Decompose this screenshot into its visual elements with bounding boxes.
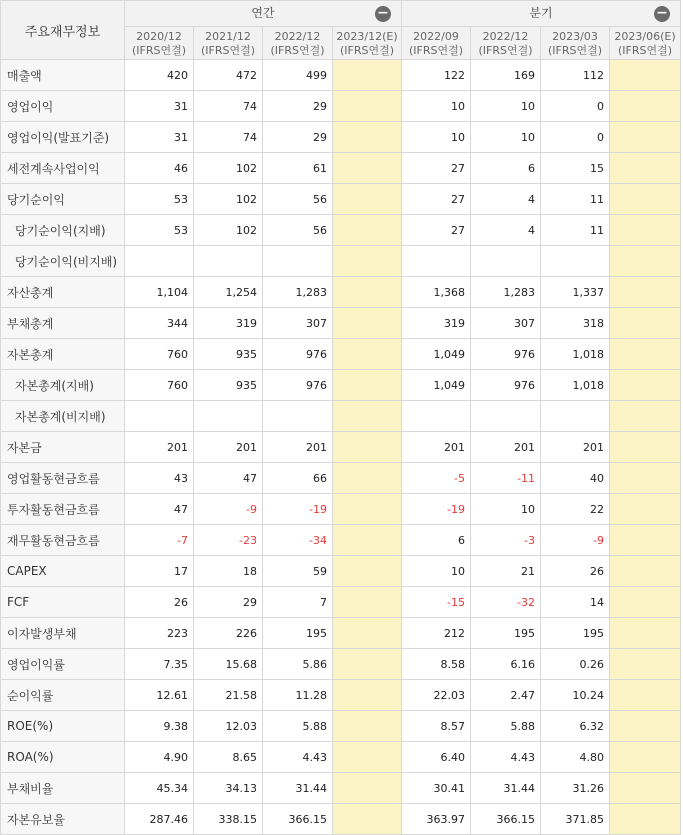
table-cell: 4.90: [125, 742, 194, 773]
table-cell: [333, 494, 402, 525]
column-basis: (IFRS연결): [478, 43, 533, 57]
table-cell: 319: [402, 308, 471, 339]
table-cell: 0: [541, 122, 610, 153]
table-cell: 12.03: [194, 711, 263, 742]
table-cell: [610, 525, 681, 556]
table-cell: 420: [125, 60, 194, 91]
table-row: [1, 60, 681, 91]
table-row: [1, 742, 681, 773]
table-cell: 26: [541, 556, 610, 587]
table-cell: 195: [263, 618, 333, 649]
row-label: 영업이익률: [1, 649, 125, 680]
table-row: [1, 184, 681, 215]
row-label: 자본총계(지배): [1, 370, 125, 401]
table-row: [1, 308, 681, 339]
table-cell: 10: [402, 91, 471, 122]
column-basis: (IFRS연결): [270, 43, 325, 57]
table-cell: 1,049: [402, 339, 471, 370]
table-cell: 201: [263, 432, 333, 463]
table-cell: -3: [471, 525, 541, 556]
column-period: 2022/12: [274, 29, 321, 43]
table-cell: 935: [194, 370, 263, 401]
table-cell: 976: [263, 370, 333, 401]
table-cell: [610, 215, 681, 246]
column-header: [333, 27, 402, 60]
table-cell: [471, 246, 541, 277]
table-cell: [125, 401, 194, 432]
table-cell: [333, 401, 402, 432]
table-cell: 5.86: [263, 649, 333, 680]
table-row: [1, 215, 681, 246]
column-basis: (IFRS연결): [200, 43, 256, 57]
annual-group-label: 연간: [251, 6, 275, 20]
row-label: 자본총계(비지배): [1, 401, 125, 432]
table-cell: 201: [194, 432, 263, 463]
table-cell: [610, 804, 681, 835]
table-cell: 976: [263, 339, 333, 370]
row-label: FCF: [1, 587, 125, 618]
table-cell: 195: [541, 618, 610, 649]
table-cell: 43: [125, 463, 194, 494]
table-cell: [333, 277, 402, 308]
table-cell: [333, 649, 402, 680]
table-cell: [263, 401, 333, 432]
column-period: 2021/12: [205, 29, 251, 43]
table-cell: [125, 246, 194, 277]
table-cell: 1,049: [402, 370, 471, 401]
table-cell: 4.80: [541, 742, 610, 773]
row-label: 영업이익: [1, 91, 125, 122]
table-row: [1, 494, 681, 525]
table-cell: 760: [125, 370, 194, 401]
corner-label: 주요재무정보: [1, 1, 125, 60]
table-cell: 66: [263, 463, 333, 494]
table-cell: [333, 122, 402, 153]
table-cell: 201: [125, 432, 194, 463]
column-period: 2022/12: [482, 29, 529, 43]
table-cell: 1,283: [471, 277, 541, 308]
table-cell: 371.85: [541, 804, 610, 835]
table-cell: -23: [194, 525, 263, 556]
table-cell: 7.35: [125, 649, 194, 680]
table-cell: 1,337: [541, 277, 610, 308]
table-cell: [610, 277, 681, 308]
column-basis: (IFRS연결): [408, 43, 464, 57]
table-cell: -9: [541, 525, 610, 556]
table-cell: 10.24: [541, 680, 610, 711]
table-cell: [610, 339, 681, 370]
table-cell: 102: [194, 184, 263, 215]
table-cell: 17: [125, 556, 194, 587]
table-cell: 1,368: [402, 277, 471, 308]
table-cell: 29: [263, 91, 333, 122]
table-cell: 46: [125, 153, 194, 184]
table-cell: 9.38: [125, 711, 194, 742]
table-cell: 5.88: [471, 711, 541, 742]
table-cell: 18: [194, 556, 263, 587]
table-cell: 4.43: [471, 742, 541, 773]
table-cell: 31: [125, 91, 194, 122]
table-row: [1, 246, 681, 277]
table-cell: -19: [402, 494, 471, 525]
column-header: [541, 27, 610, 60]
table-cell: 31.26: [541, 773, 610, 804]
table-row: [1, 773, 681, 804]
table-row: [1, 370, 681, 401]
table-cell: [610, 91, 681, 122]
table-cell: [333, 587, 402, 618]
quarterly-group-header: [402, 1, 681, 27]
column-period: 2023/12(E): [336, 29, 398, 43]
column-header: [263, 27, 333, 60]
table-row: [1, 339, 681, 370]
table-cell: 6.40: [402, 742, 471, 773]
table-cell: 53: [125, 184, 194, 215]
table-cell: 201: [402, 432, 471, 463]
table-cell: 1,254: [194, 277, 263, 308]
row-label: 세전계속사업이익: [1, 153, 125, 184]
table-cell: 74: [194, 91, 263, 122]
table-cell: 27: [402, 153, 471, 184]
column-header: [471, 27, 541, 60]
table-cell: [610, 246, 681, 277]
table-cell: 4.43: [263, 742, 333, 773]
table-cell: 6: [471, 153, 541, 184]
table-cell: [610, 370, 681, 401]
column-period: 2022/09: [413, 29, 459, 43]
table-cell: [333, 339, 402, 370]
row-label: 자산총계: [1, 277, 125, 308]
table-cell: -15: [402, 587, 471, 618]
annual-group-header: [125, 1, 402, 27]
table-row: [1, 587, 681, 618]
table-cell: 8.58: [402, 649, 471, 680]
row-label: ROE(%): [1, 711, 125, 742]
row-label: 영업활동현금흐름: [1, 463, 125, 494]
table-cell: 47: [194, 463, 263, 494]
table-cell: 976: [471, 370, 541, 401]
table-cell: 10: [471, 122, 541, 153]
table-row: [1, 122, 681, 153]
row-label: 재무활동현금흐름: [1, 525, 125, 556]
table-cell: 40: [541, 463, 610, 494]
table-cell: 59: [263, 556, 333, 587]
table-cell: [333, 556, 402, 587]
row-label: 당기순이익: [1, 184, 125, 215]
table-cell: 4: [471, 184, 541, 215]
table-cell: [610, 742, 681, 773]
table-cell: 223: [125, 618, 194, 649]
table-cell: 102: [194, 153, 263, 184]
table-cell: 22.03: [402, 680, 471, 711]
table-cell: [333, 773, 402, 804]
table-cell: 53: [125, 215, 194, 246]
table-cell: 11.28: [263, 680, 333, 711]
row-label: 부채총계: [1, 308, 125, 339]
table-cell: 0: [541, 91, 610, 122]
table-row: [1, 277, 681, 308]
table-cell: 366.15: [263, 804, 333, 835]
table-cell: -9: [194, 494, 263, 525]
table-cell: [333, 184, 402, 215]
table-cell: [610, 587, 681, 618]
table-cell: 472: [194, 60, 263, 91]
table-cell: 34.13: [194, 773, 263, 804]
table-cell: 6: [402, 525, 471, 556]
table-cell: [333, 804, 402, 835]
table-cell: [610, 60, 681, 91]
column-basis: (IFRS연결): [547, 43, 603, 57]
table-cell: 1,018: [541, 339, 610, 370]
table-cell: 14: [541, 587, 610, 618]
table-cell: [610, 463, 681, 494]
table-cell: 5.88: [263, 711, 333, 742]
table-cell: 338.15: [194, 804, 263, 835]
table-cell: 319: [194, 308, 263, 339]
table-cell: [333, 370, 402, 401]
table-cell: [333, 618, 402, 649]
table-cell: [610, 401, 681, 432]
table-cell: 935: [194, 339, 263, 370]
table-cell: [610, 711, 681, 742]
column-header: [194, 27, 263, 60]
table-cell: [333, 711, 402, 742]
table-cell: 30.41: [402, 773, 471, 804]
table-cell: 29: [263, 122, 333, 153]
table-cell: 21.58: [194, 680, 263, 711]
table-cell: 29: [194, 587, 263, 618]
table-cell: 10: [471, 91, 541, 122]
column-header: [125, 27, 194, 60]
table-cell: [610, 184, 681, 215]
table-row: [1, 649, 681, 680]
table-row: [1, 711, 681, 742]
table-cell: -5: [402, 463, 471, 494]
table-cell: 10: [402, 122, 471, 153]
table-cell: [471, 401, 541, 432]
table-cell: 976: [471, 339, 541, 370]
table-cell: [333, 153, 402, 184]
table-cell: 344: [125, 308, 194, 339]
table-cell: 11: [541, 215, 610, 246]
table-cell: [610, 308, 681, 339]
table-cell: 11: [541, 184, 610, 215]
table-cell: 4: [471, 215, 541, 246]
table-cell: 56: [263, 215, 333, 246]
table-cell: [610, 153, 681, 184]
table-cell: 27: [402, 184, 471, 215]
table-row: [1, 556, 681, 587]
table-cell: 47: [125, 494, 194, 525]
row-label: 매출액: [1, 60, 125, 91]
table-row: [1, 401, 681, 432]
table-cell: -19: [263, 494, 333, 525]
table-cell: [333, 60, 402, 91]
table-cell: 10: [402, 556, 471, 587]
column-period: 2023/06(E): [614, 29, 676, 43]
table-row: [1, 91, 681, 122]
table-cell: 1,104: [125, 277, 194, 308]
table-cell: 15.68: [194, 649, 263, 680]
table-cell: [333, 308, 402, 339]
column-period: 2020/12: [136, 29, 182, 43]
table-cell: [333, 91, 402, 122]
row-label: 투자활동현금흐름: [1, 494, 125, 525]
table-cell: 61: [263, 153, 333, 184]
table-cell: 499: [263, 60, 333, 91]
column-basis: (IFRS연결): [339, 43, 395, 57]
table-row: [1, 680, 681, 711]
column-basis: (IFRS연결): [131, 43, 187, 57]
table-cell: 8.57: [402, 711, 471, 742]
table-cell: 102: [194, 215, 263, 246]
table-cell: -34: [263, 525, 333, 556]
table-cell: -7: [125, 525, 194, 556]
table-cell: 45.34: [125, 773, 194, 804]
table-cell: [610, 618, 681, 649]
table-cell: 195: [471, 618, 541, 649]
table-row: [1, 463, 681, 494]
table-cell: 122: [402, 60, 471, 91]
table-cell: [194, 246, 263, 277]
table-cell: 22: [541, 494, 610, 525]
table-cell: 287.46: [125, 804, 194, 835]
table-cell: 21: [471, 556, 541, 587]
row-label: 순이익률: [1, 680, 125, 711]
table-cell: [333, 680, 402, 711]
table-cell: 7: [263, 587, 333, 618]
table-cell: 27: [402, 215, 471, 246]
column-header: [402, 27, 471, 60]
table-cell: 366.15: [471, 804, 541, 835]
table-row: [1, 153, 681, 184]
table-row: [1, 618, 681, 649]
table-cell: [541, 401, 610, 432]
table-cell: 26: [125, 587, 194, 618]
table-cell: 6.16: [471, 649, 541, 680]
table-cell: 226: [194, 618, 263, 649]
table-cell: 201: [541, 432, 610, 463]
table-cell: 74: [194, 122, 263, 153]
row-label: 부채비율: [1, 773, 125, 804]
row-label: 자본금: [1, 432, 125, 463]
table-cell: [333, 215, 402, 246]
table-cell: 307: [263, 308, 333, 339]
table-cell: [610, 122, 681, 153]
table-cell: -11: [471, 463, 541, 494]
table-cell: [610, 649, 681, 680]
column-period: 2023/03: [552, 29, 598, 43]
table-cell: 112: [541, 60, 610, 91]
table-cell: [610, 494, 681, 525]
column-header: [610, 27, 681, 60]
table-cell: [402, 246, 471, 277]
table-cell: 15: [541, 153, 610, 184]
collapse-annual-icon[interactable]: −: [375, 6, 391, 22]
table-cell: 760: [125, 339, 194, 370]
table-cell: [194, 401, 263, 432]
table-cell: 169: [471, 60, 541, 91]
row-label: CAPEX: [1, 556, 125, 587]
collapse-quarterly-icon[interactable]: −: [654, 6, 670, 22]
table-cell: 201: [471, 432, 541, 463]
table-cell: -32: [471, 587, 541, 618]
table-cell: 363.97: [402, 804, 471, 835]
row-label: ROA(%): [1, 742, 125, 773]
table-row: [1, 804, 681, 835]
table-cell: 8.65: [194, 742, 263, 773]
table-cell: 31.44: [471, 773, 541, 804]
row-label: 자본총계: [1, 339, 125, 370]
quarterly-group-label: 분기: [529, 6, 553, 20]
table-cell: [402, 401, 471, 432]
table-cell: 212: [402, 618, 471, 649]
table-cell: 12.61: [125, 680, 194, 711]
table-cell: [610, 432, 681, 463]
table-cell: 0.26: [541, 649, 610, 680]
table-cell: [610, 680, 681, 711]
table-cell: 56: [263, 184, 333, 215]
row-label: 자본유보율: [1, 804, 125, 835]
table-cell: [333, 246, 402, 277]
table-cell: [610, 773, 681, 804]
table-cell: 6.32: [541, 711, 610, 742]
table-cell: 31.44: [263, 773, 333, 804]
row-label: 영업이익(발표기준): [1, 122, 125, 153]
table-cell: 1,283: [263, 277, 333, 308]
table-cell: 318: [541, 308, 610, 339]
table-cell: 31: [125, 122, 194, 153]
table-cell: [610, 556, 681, 587]
table-cell: 10: [471, 494, 541, 525]
row-label: 당기순이익(비지배): [1, 246, 125, 277]
table-cell: 307: [471, 308, 541, 339]
table-row: [1, 432, 681, 463]
table-cell: [333, 432, 402, 463]
table-cell: [541, 246, 610, 277]
row-label: 당기순이익(지배): [1, 215, 125, 246]
row-label: 이자발생부채: [1, 618, 125, 649]
table-row: [1, 525, 681, 556]
table-cell: [333, 742, 402, 773]
table-cell: [333, 463, 402, 494]
table-cell: 1,018: [541, 370, 610, 401]
table-cell: [333, 525, 402, 556]
table-cell: [263, 246, 333, 277]
column-basis: (IFRS연결): [617, 43, 673, 57]
table-cell: 2.47: [471, 680, 541, 711]
